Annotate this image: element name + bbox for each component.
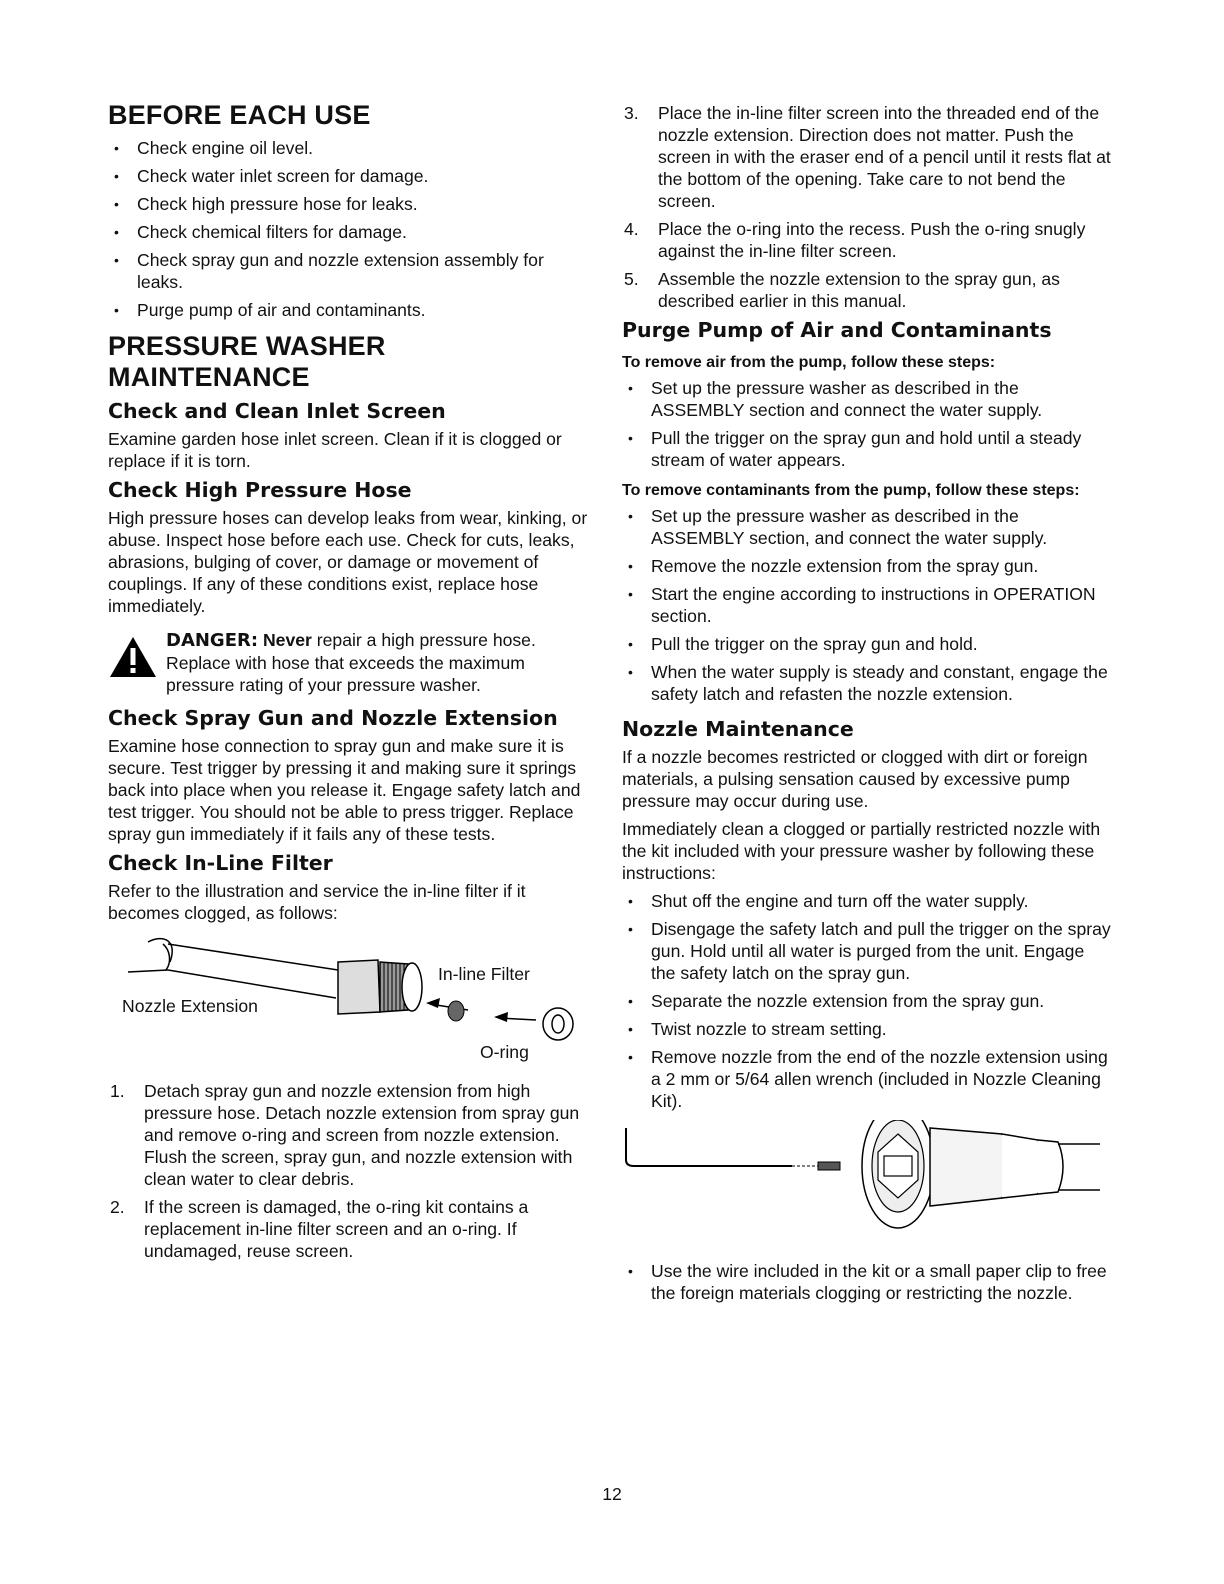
list-item: • When the water supply is steady and constant, engage the safety latch and refasten the nozzle extension. <box>622 661 1112 705</box>
nozzle-wire-drawing <box>622 1120 1112 1248</box>
step-number: 3. <box>624 103 639 123</box>
spray-gun-text: Examine hose connection to spray gun and make sure it is secure. Test trigger by pressing it and making sure it springs back into place when you release it. Engage safety latch and test trigger. You should not be able to press trigger. Replace spray gun immediately if it fails any of these tests. <box>108 736 581 844</box>
oring-label: O-ring <box>480 1042 529 1062</box>
list-item: • Check high pressure hose for leaks. <box>108 193 594 215</box>
inline-filter-text: Refer to the illustration and service the in-line filter if it becomes clogged, as follows: <box>108 881 526 923</box>
warning-triangle-icon <box>108 635 158 679</box>
list-item: • Separate the nozzle extension from the spray gun. <box>622 990 1112 1012</box>
nozzle-final-list <box>622 1260 1112 1304</box>
before-each-use-title: BEFORE EACH USE <box>108 100 371 130</box>
nozzle-extension-label: Nozzle Extension <box>122 996 258 1016</box>
danger-never: Never <box>262 630 312 650</box>
list-item: • Remove nozzle from the end of the nozzle extension using a 2 mm or 5/64 allen wrench (included in Nozzle Cleaning Kit). <box>622 1046 1112 1112</box>
list-item: • Pull the trigger on the spray gun and hold until a steady stream of water appears. <box>622 427 1112 471</box>
step-text: Assemble the nozzle extension to the spray gun, as described earlier in this manual. <box>658 269 1060 311</box>
nozzle-steps-list <box>622 890 1112 1112</box>
step-number: 4. <box>624 219 639 239</box>
list-item: • Set up the pressure washer as described in the ASSEMBLY section and connect the water supply. <box>622 377 1112 421</box>
nozzle-cleaning-illustration <box>622 1120 1112 1248</box>
danger-text <box>166 629 594 696</box>
step-number: 2. <box>110 1197 125 1217</box>
danger-warning <box>108 629 594 696</box>
step-text: Place the o-ring into the recess. Push the o-ring snugly against the in-line filter screen. <box>658 219 1086 261</box>
remove-contaminants-heading: To remove contaminants from the pump, follow these steps: <box>622 482 1080 499</box>
before-each-use-list <box>108 137 594 321</box>
step-text: If the screen is damaged, the o-ring kit contains a replacement in-line filter screen and an o-ring. If undamaged, reuse screen. <box>144 1197 529 1261</box>
danger-body: repair a high pressure hose. Replace with hose that exceeds the maximum pressure rating of your pressure washer. <box>166 630 536 695</box>
inline-filter-illustration <box>108 932 594 1072</box>
purge-pump-heading: Purge Pump of Air and Contaminants <box>622 318 1052 342</box>
inline-filter-label: In-line Filter <box>438 964 530 984</box>
list-item: • Set up the pressure washer as described in the ASSEMBLY section, and connect the water supply. <box>622 505 1112 549</box>
danger-label: DANGER: <box>166 630 259 651</box>
list-item: • Start the engine according to instructions in OPERATION section. <box>622 583 1112 627</box>
list-item: • Check chemical filters for damage. <box>108 221 594 243</box>
nozzle-paragraph-2: Immediately clean a clogged or partially restricted nozzle with the kit included with your pressure washer by following these instructions: <box>622 819 1101 883</box>
list-item: • Use the wire included in the kit or a small paper clip to free the foreign materials clogging or restricting the nozzle. <box>622 1260 1112 1304</box>
inline-filter-heading: Check In-Line Filter <box>108 851 333 875</box>
spray-gun-heading: Check Spray Gun and Nozzle Extension <box>108 706 558 730</box>
list-item: • Disengage the safety latch and pull the trigger on the spray gun. Hold until all water is purged from the unit. Engage the safety latch on the spray gun. <box>622 918 1112 984</box>
maintenance-title: PRESSURE WASHER MAINTENANCE <box>108 331 386 392</box>
left-column <box>108 100 594 1268</box>
step-text: Detach spray gun and nozzle extension from high pressure hose. Detach nozzle extension from spray gun and remove o-ring and screen from nozzle extension. Flush the screen, spray gun, and nozzle extension with clean water to clear debris. <box>144 1081 580 1189</box>
remove-air-list <box>622 377 1112 471</box>
step-number: 5. <box>624 269 639 289</box>
nozzle-paragraph-1: If a nozzle becomes restricted or clogged with dirt or foreign materials, a pulsing sensation caused by excessive pump pressure may occur during use. <box>622 747 1088 811</box>
list-item: • Check water inlet screen for damage. <box>108 165 594 187</box>
list-item <box>108 1196 594 1262</box>
list-item: • Remove the nozzle extension from the spray gun. <box>622 555 1112 577</box>
inlet-screen-text: Examine garden hose inlet screen. Clean if it is clogged or replace if it is torn. <box>108 429 562 471</box>
list-item: • Shut off the engine and turn off the water supply. <box>622 890 1112 912</box>
nozzle-maintenance-heading: Nozzle Maintenance <box>622 717 854 741</box>
step-number: 1. <box>110 1081 125 1101</box>
list-item: • Twist nozzle to stream setting. <box>622 1018 1112 1040</box>
list-item <box>622 268 1112 312</box>
list-item: • Pull the trigger on the spray gun and hold. <box>622 633 1112 655</box>
inlet-screen-heading: Check and Clean Inlet Screen <box>108 399 446 423</box>
list-item: • Purge pump of air and contaminants. <box>108 299 594 321</box>
high-pressure-hose-text: High pressure hoses can develop leaks from wear, kinking, or abuse. Inspect hose before each use. Check for cuts, leaks, abrasions, bulging of cover, or damage or movement of couplings. If any of these conditions exist, replace hose immediately. <box>108 508 588 616</box>
filter-steps-right <box>622 102 1112 312</box>
remove-air-heading: To remove air from the pump, follow these steps: <box>622 354 996 371</box>
high-pressure-hose-heading: Check High Pressure Hose <box>108 478 412 502</box>
list-item: • Check spray gun and nozzle extension assembly for leaks. <box>108 249 594 293</box>
right-column <box>622 102 1112 1310</box>
filter-steps-left <box>108 1080 594 1262</box>
list-item <box>622 218 1112 262</box>
list-item <box>108 1080 594 1190</box>
remove-contaminants-list <box>622 505 1112 705</box>
page-number: 12 <box>602 1484 622 1504</box>
list-item: • Check engine oil level. <box>108 137 594 159</box>
step-text: Place the in-line filter screen into the threaded end of the nozzle extension. Direction does not matter. Push the screen in with the eraser end of a pencil until it rests flat at the bottom of the opening. Take care to not bend the screen. <box>658 103 1111 211</box>
list-item <box>622 102 1112 212</box>
